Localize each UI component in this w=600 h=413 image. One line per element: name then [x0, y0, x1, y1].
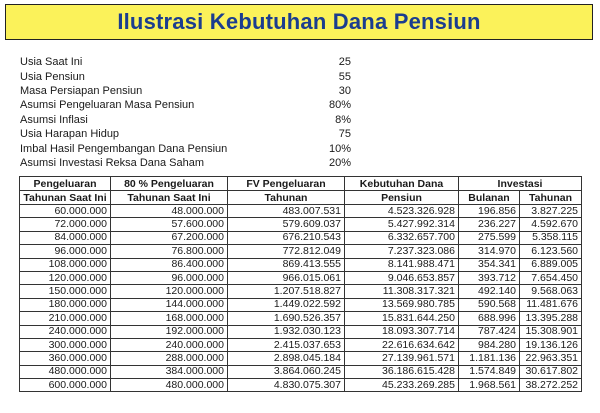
bulanan-cell: 393.712: [459, 271, 520, 284]
kebutuhan-dana-cell: 45.233.269.285: [345, 379, 459, 392]
tahunan-cell: 9.568.063: [520, 285, 582, 298]
pengeluaran-cell: 240.000.000: [20, 325, 111, 338]
table-row: [20, 285, 582, 298]
kebutuhan-dana-cell: 4.523.326.928: [345, 205, 459, 218]
param-label: Usia Harapan Hidup: [20, 128, 120, 141]
bulanan-cell: 314.970: [459, 245, 520, 258]
pengeluaran-cell: 60.000.000: [20, 205, 111, 218]
fv-pengeluaran-cell: 3.864.060.245: [228, 365, 345, 378]
table-row: [20, 325, 582, 338]
kebutuhan-dana-cell: 9.046.653.857: [345, 271, 459, 284]
kebutuhan-dana-cell: 22.616.634.642: [345, 338, 459, 351]
table-row: [20, 312, 582, 325]
pengeluaran-cell: 150.000.000: [20, 285, 111, 298]
header-kebutuhan-dana: Kebutuhan Dana: [345, 177, 459, 191]
pension-table-wrapper: [19, 176, 581, 392]
fv-pengeluaran-cell: 483.007.531: [228, 205, 345, 218]
param-label: Masa Persiapan Pensiun: [20, 84, 143, 97]
param-row: [20, 69, 360, 83]
fv-pengeluaran-cell: 772.812.049: [228, 245, 345, 258]
table-row: [20, 218, 582, 231]
header-80-pengeluaran: 80 % Pengeluaran: [111, 177, 228, 191]
kebutuhan-dana-cell: 11.308.317.321: [345, 285, 459, 298]
pengeluaran-80-cell: 48.000.000: [111, 205, 228, 218]
kebutuhan-dana-cell: 18.093.307.714: [345, 325, 459, 338]
param-value: 80%: [328, 99, 351, 112]
pengeluaran-80-cell: 67.200.000: [111, 231, 228, 244]
tahunan-cell: 5.358.115: [520, 231, 582, 244]
bulanan-cell: 275.599: [459, 231, 520, 244]
bulanan-cell: 354.341: [459, 258, 520, 271]
param-value: 8%: [335, 113, 351, 126]
pengeluaran-cell: 210.000.000: [20, 312, 111, 325]
kebutuhan-dana-cell: 6.332.657.700: [345, 231, 459, 244]
header-pengeluaran: Pengeluaran: [20, 177, 111, 191]
header-fv-pengeluaran: FV Pengeluaran: [228, 177, 345, 191]
tahunan-cell: 11.481.676: [520, 298, 582, 311]
pengeluaran-80-cell: 144.000.000: [111, 298, 228, 311]
fv-pengeluaran-cell: 1.207.518.827: [228, 285, 345, 298]
header-kebutuhan-dana-sub: Pensiun: [345, 191, 459, 205]
fv-pengeluaran-cell: 2.415.037.653: [228, 338, 345, 351]
table-row: [20, 205, 582, 218]
table-row: [20, 271, 582, 284]
param-value: 75: [338, 128, 351, 141]
table-row: [20, 365, 582, 378]
table-row: [20, 352, 582, 365]
tahunan-cell: 13.395.288: [520, 312, 582, 325]
title-banner: [5, 4, 593, 40]
fv-pengeluaran-cell: 1.690.526.357: [228, 312, 345, 325]
pengeluaran-80-cell: 288.000.000: [111, 352, 228, 365]
header-bulanan: Bulanan: [459, 191, 520, 205]
tahunan-cell: 15.308.901: [520, 325, 582, 338]
pengeluaran-80-cell: 57.600.000: [111, 218, 228, 231]
header-pengeluaran-sub: Tahunan Saat Ini: [20, 191, 111, 205]
pengeluaran-80-cell: 120.000.000: [111, 285, 228, 298]
tahunan-cell: 7.654.450: [520, 271, 582, 284]
tahunan-cell: 19.136.126: [520, 338, 582, 351]
table-body: [20, 205, 582, 392]
param-row: [20, 141, 360, 155]
table-row: [20, 379, 582, 392]
bulanan-cell: 1.181.136: [459, 352, 520, 365]
table-row: [20, 298, 582, 311]
pengeluaran-80-cell: 480.000.000: [111, 379, 228, 392]
pengeluaran-80-cell: 86.400.000: [111, 258, 228, 271]
bulanan-cell: 1.574.849: [459, 365, 520, 378]
pengeluaran-cell: 600.000.000: [20, 379, 111, 392]
pengeluaran-cell: 300.000.000: [20, 338, 111, 351]
pension-table: [19, 176, 582, 392]
bulanan-cell: 236.227: [459, 218, 520, 231]
param-label: Imbal Hasil Pengembangan Dana Pensiun: [20, 142, 228, 155]
pengeluaran-80-cell: 168.000.000: [111, 312, 228, 325]
param-value: 25: [338, 56, 351, 69]
kebutuhan-dana-cell: 5.427.992.314: [345, 218, 459, 231]
fv-pengeluaran-cell: 579.609.037: [228, 218, 345, 231]
param-row: [20, 156, 360, 170]
param-label: Usia Saat Ini: [20, 56, 83, 69]
pengeluaran-cell: 96.000.000: [20, 245, 111, 258]
tahunan-cell: 3.827.225: [520, 205, 582, 218]
pengeluaran-80-cell: 76.800.000: [111, 245, 228, 258]
bulanan-cell: 688.996: [459, 312, 520, 325]
table-row: [20, 338, 582, 351]
param-row: [20, 113, 360, 127]
pengeluaran-cell: 84.000.000: [20, 231, 111, 244]
tahunan-cell: 4.592.670: [520, 218, 582, 231]
bulanan-cell: 787.424: [459, 325, 520, 338]
fv-pengeluaran-cell: 4.830.075.307: [228, 379, 345, 392]
fv-pengeluaran-cell: 1.449.022.592: [228, 298, 345, 311]
tahunan-cell: 30.617.802: [520, 365, 582, 378]
pengeluaran-cell: 108.000.000: [20, 258, 111, 271]
param-label: Asumsi Inflasi: [20, 113, 88, 126]
header-80-pengeluaran-sub: Tahunan Saat Ini: [111, 191, 228, 205]
table-row: [20, 245, 582, 258]
pengeluaran-80-cell: 384.000.000: [111, 365, 228, 378]
kebutuhan-dana-cell: 7.237.323.086: [345, 245, 459, 258]
bulanan-cell: 1.968.561: [459, 379, 520, 392]
pengeluaran-cell: 120.000.000: [20, 271, 111, 284]
pengeluaran-80-cell: 192.000.000: [111, 325, 228, 338]
bulanan-cell: 984.280: [459, 338, 520, 351]
assumption-list: [20, 55, 360, 170]
param-value: 20%: [328, 156, 351, 169]
param-label: Usia Pensiun: [20, 70, 85, 83]
fv-pengeluaran-cell: 966.015.061: [228, 271, 345, 284]
param-value: 10%: [328, 142, 351, 155]
param-label: Asumsi Investasi Reksa Dana Saham: [20, 156, 205, 169]
header-fv-pengeluaran-sub: Tahunan: [228, 191, 345, 205]
header-row: [20, 177, 582, 191]
fv-pengeluaran-cell: 676.210.543: [228, 231, 345, 244]
pengeluaran-80-cell: 96.000.000: [111, 271, 228, 284]
fv-pengeluaran-cell: 2.898.045.184: [228, 352, 345, 365]
tahunan-cell: 38.272.252: [520, 379, 582, 392]
header-row: [20, 191, 582, 205]
param-value: 55: [338, 70, 351, 83]
pengeluaran-cell: 480.000.000: [20, 365, 111, 378]
page-title: Ilustrasi Kebutuhan Dana Pensiun: [117, 9, 481, 34]
param-row: [20, 84, 360, 98]
param-row: [20, 127, 360, 141]
param-value: 30: [338, 84, 351, 97]
param-label: Asumsi Pengeluaran Masa Pensiun: [20, 99, 195, 112]
tahunan-cell: 6.889.005: [520, 258, 582, 271]
header-investasi: Investasi: [459, 177, 582, 191]
param-row: [20, 98, 360, 112]
table-row: [20, 231, 582, 244]
pengeluaran-cell: 360.000.000: [20, 352, 111, 365]
table-row: [20, 258, 582, 271]
pengeluaran-cell: 180.000.000: [20, 298, 111, 311]
bulanan-cell: 590.568: [459, 298, 520, 311]
tahunan-cell: 22.963.351: [520, 352, 582, 365]
bulanan-cell: 492.140: [459, 285, 520, 298]
kebutuhan-dana-cell: 8.141.988.471: [345, 258, 459, 271]
bulanan-cell: 196.856: [459, 205, 520, 218]
kebutuhan-dana-cell: 27.139.961.571: [345, 352, 459, 365]
header-tahunan: Tahunan: [520, 191, 582, 205]
tahunan-cell: 6.123.560: [520, 245, 582, 258]
pengeluaran-cell: 72.000.000: [20, 218, 111, 231]
param-row: [20, 55, 360, 69]
kebutuhan-dana-cell: 36.186.615.428: [345, 365, 459, 378]
pengeluaran-80-cell: 240.000.000: [111, 338, 228, 351]
fv-pengeluaran-cell: 869.413.555: [228, 258, 345, 271]
kebutuhan-dana-cell: 15.831.644.250: [345, 312, 459, 325]
kebutuhan-dana-cell: 13.569.980.785: [345, 298, 459, 311]
fv-pengeluaran-cell: 1.932.030.123: [228, 325, 345, 338]
